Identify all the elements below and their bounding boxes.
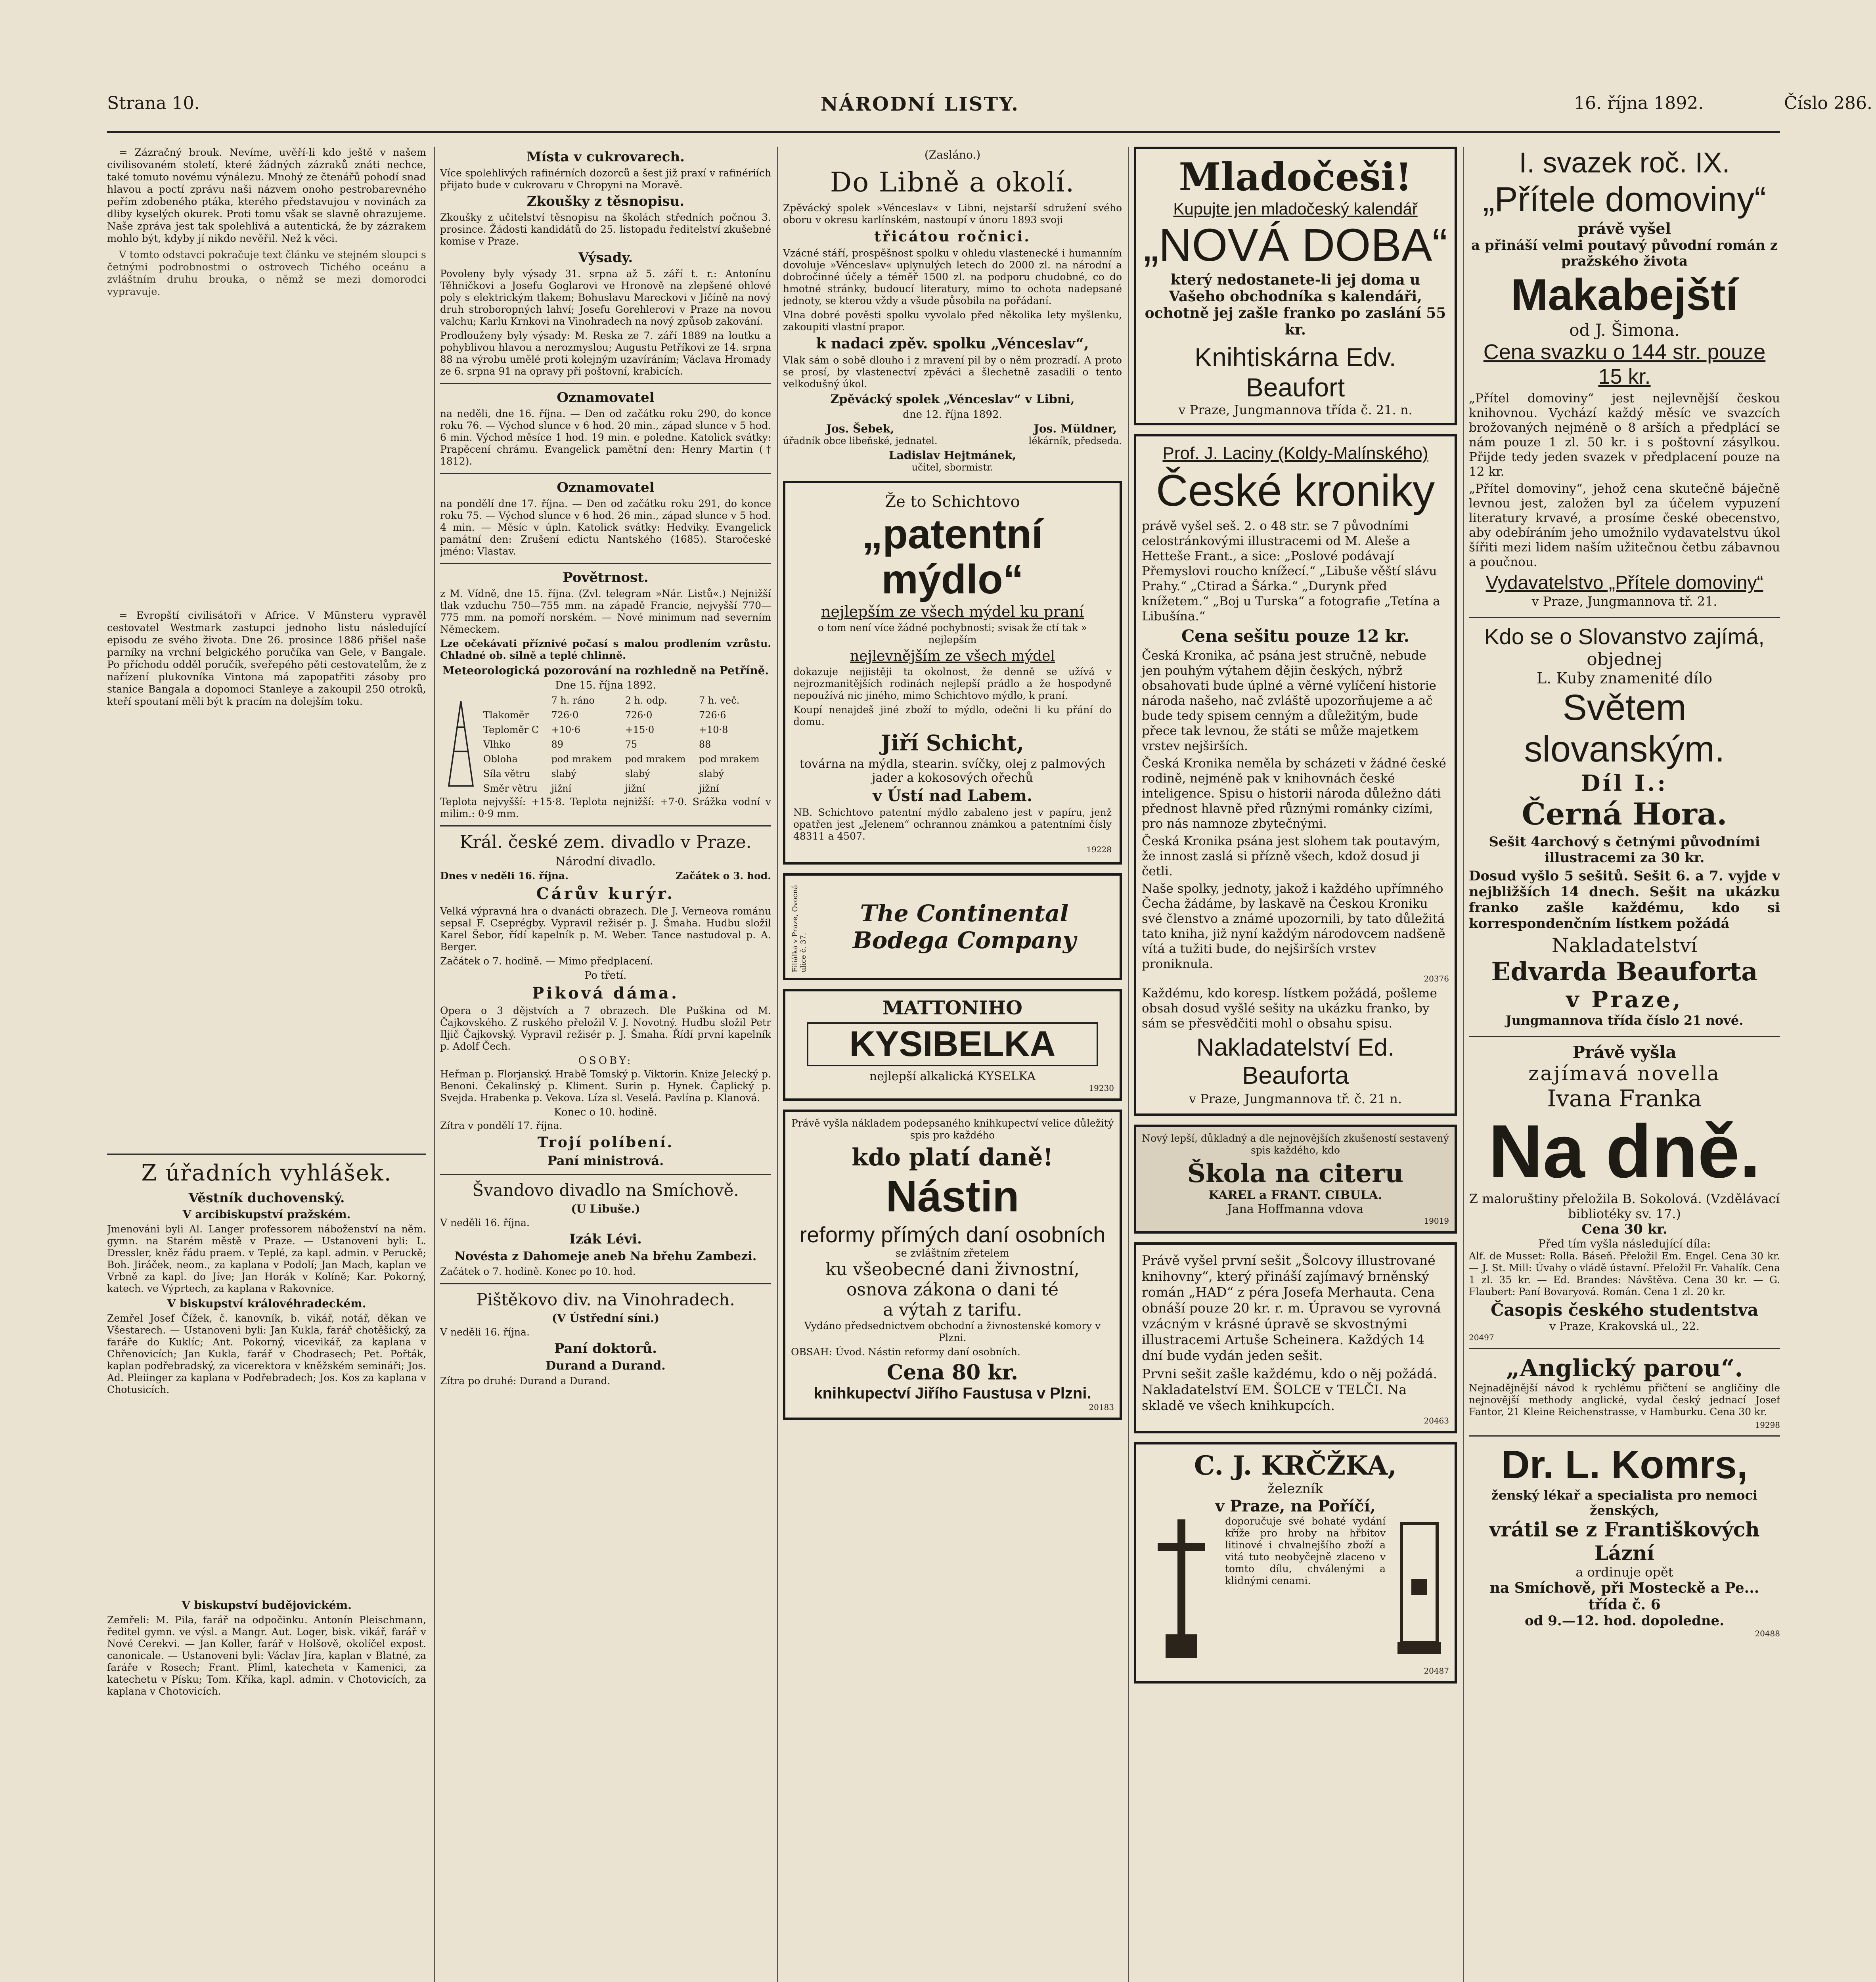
column-2: [440, 147, 771, 1982]
nadne-price: Cena 30 kr.: [1581, 1221, 1667, 1237]
svaz-name: Makabejští: [1511, 270, 1738, 319]
nadne-num: 20497: [1469, 1333, 1494, 1342]
ang-num: 19298: [1755, 1420, 1780, 1430]
meteo-heading: Meteorologická pozorování na rozhledně na Petříně.: [442, 664, 769, 677]
tax-sub2: ku všeobecné dani živnostní,: [825, 1259, 1080, 1280]
kron-price: Cena sešitu pouze 12 kr.: [1181, 626, 1410, 646]
solc-num: 20463: [1424, 1416, 1449, 1425]
oznamovatel-1-text: na neděli, dne 16. října. — Den od začátku roku 290, do konce roku 76. — Východ slunce v 6 hod. 20 min., západ slunce v 5 hod. 6 min. Východ měsíce 1 hod. 19 min. e poledne. Katolick svátky: Prapěcení chrámu. Evangelick pamětní den: Henry Martin († 1812).: [440, 408, 771, 467]
meteo-cell: Tlakoměr: [483, 709, 529, 721]
kron-num: 20376: [1424, 974, 1449, 983]
libne-nadace: k nadaci zpěv. spolku „Vénceslav“,: [816, 335, 1089, 352]
soap-city: v Ústí nad Labem.: [873, 786, 1032, 805]
meteo-row: [482, 767, 771, 781]
dr-heading: vrátil se z Františkových Lázní: [1489, 1518, 1760, 1565]
tax-title2: reformy přímých daní osobních: [799, 1222, 1106, 1247]
meteo-row: [482, 752, 771, 767]
ad-mattoni: [783, 989, 1122, 1101]
mlad-addr: v Praze, Jungmannova třída č. 21. n.: [1178, 402, 1413, 417]
th2-intro: Po třetí.: [584, 970, 627, 981]
meteo-cell: slabý: [699, 768, 724, 780]
slov-dil: Díl I.:: [1581, 770, 1668, 796]
soap-addr: továrna na mýdla, stearin. svíčky, olej z palmových jader a kokosových ořechů: [799, 757, 1106, 785]
vinohrady-title2: Durand a Durand.: [546, 1359, 666, 1373]
th2-cast: Heřman p. Florjanský. Hrabě Tomský p. Viktorin. Knize Jelecký p. Benoni. Čekalinský p. Kliment. Surin p. Hynek. Čaplický p. Svejda. Hrabenka p. Vekova. Líza sl. Veselá. Pavlína p. Klanová.: [440, 1068, 771, 1104]
krc-text: doporučuje své bohaté vydání kříže pro hroby na hřbitov litinové i chvalnejšího zboží a vitá tuto neobyčejně zlaceno v tomto dílu, chválenými a klidnými cenami.: [1225, 1515, 1386, 1586]
libne-heading: Do Libně a okolí.: [830, 167, 1075, 198]
meteo-cell: +15·0: [625, 724, 655, 735]
meteo-header-row: [482, 693, 771, 708]
mattoni-brand: MATTONIHO: [882, 997, 1022, 1019]
petrin-tower-icon: [440, 693, 482, 796]
dr-hours: od 9.—12. hod. dopoledne.: [1524, 1613, 1725, 1629]
oznamovatel-2-heading: Oznamovatel: [557, 480, 655, 495]
grave-cross-icon: [1142, 1515, 1221, 1666]
meteo-cell: Vlhko: [483, 738, 511, 750]
svaz-text3: „Přítel domoviny“, jehož cena skutečně báječně levnou jest, založen byl za účelem vypuzení literatury krvavé, a prosíme české obecenstvo, aby odebíráním jeho umožnilo vydavatelstvu úkol šířiti mezi lidem naším užitečnou četbu zábavnou a poučnou.: [1469, 482, 1780, 569]
svaz-text2: „Přítel domoviny“ jest nejlevnější českou knihovnou. Vychází každý měsíc ve svazcích brožovaných nejméně o 8 arších a předplácí se nám pouze 1 zl. 50 kr. i s poštovní zásylkou. Přijde tedy jeden svazek v předplacení pouze na 12 kr.: [1469, 391, 1780, 479]
cit-num: 19019: [1424, 1216, 1449, 1226]
meteo-cell: 89: [551, 738, 564, 750]
meteo-row: [482, 708, 771, 722]
th1-end: Začátek o 7. hodině. — Mimo předplacení.: [440, 955, 653, 967]
kron-title: České kroniky: [1156, 466, 1435, 515]
nadne-title: Na dně.: [1488, 1110, 1761, 1194]
mista-heading: Místa v cukrovarech.: [526, 149, 685, 165]
nadne-author: Ivana Franka: [1547, 1085, 1702, 1112]
nadne-pre: Právě vyšla: [1572, 1043, 1677, 1062]
meteo-cell: jižní: [625, 783, 645, 794]
kron-author: Prof. J. Laciny (Koldy-Malínského): [1162, 444, 1428, 463]
theatre-sub: Národní divadlo.: [555, 855, 656, 869]
th2-end: Konec o 10. hodině.: [554, 1106, 657, 1118]
vinohrady-when: V neděli 16. října.: [440, 1326, 530, 1338]
header-rule: [107, 131, 1780, 133]
nadne-sub: zajímavá novella: [1528, 1062, 1721, 1085]
th2-title: Piková dáma.: [532, 984, 679, 1002]
libne-body2: Vlna dobré pověsti spolku vyvolalo před několika lety myšlenku, zakoupiti vlastní prapor.: [783, 309, 1122, 333]
soap-text: o tom není více žádné pochybnosti; svisak že ctí tak » nejlepším: [817, 622, 1087, 645]
mattoni-num: 19230: [1089, 1083, 1114, 1093]
kron-addr: v Praze, Jungmannova tř. č. 21 n.: [1189, 1091, 1402, 1106]
tax-price: Cena 80 kr.: [886, 1360, 1018, 1385]
masthead-title: NÁRODNÍ LISTY.: [821, 93, 1019, 115]
meteo-row: [482, 722, 771, 737]
arch-text: Jmenováni byli Al. Langer professorem náboženství na něm. gymn. na Starém městě v Praze. — Ustanoveni byli: L. Dressler, kněz řádu praem. v Teplé, za kapl. admin. v Peruckě; Boh. Jiráček, neom., za kaplana v Podolí; Jan Mach, kaplan ve Vrbně za kapl. do Jíve; Jan Horák v Kolíně; Kar. Pokorný, katech. ve Výprtech, za kaplana v Rakovníce.: [107, 1223, 426, 1294]
meteo-cell: Síla větru: [483, 768, 530, 780]
rule: [1469, 1036, 1780, 1037]
kron-text3: Česká Kronika neměla by scházeti v žádné české rodině, nejméně pak v knihovnách české inteligence. Spisu o historii národa důležno dáti přednost hlavně před různými románky cizími, pro nás namnoze zbytečnými.: [1142, 756, 1446, 831]
kron-text5: Naše spolky, jednoty, jakož i každého upřímného Čecha žádáme, by laskavě na Českou Kroniku své členstvo a známé upozornili, by tato důležitá tato kniha, již nyní každým národovcem nadšeně vítá a tužiti bude, do nejširších vrstev proniknula.: [1142, 882, 1445, 971]
ad-svetem-slovanskym: [1469, 624, 1780, 1028]
libne-sign-place: Zpěvácký spolek „Vénceslav“ v Libni,: [830, 392, 1075, 406]
meteo-cell: Směr větru: [483, 783, 538, 794]
smichov-sub: (U Libuše.): [571, 1202, 640, 1215]
signature-name: Jos. Müldner,: [1034, 422, 1117, 435]
smichov-heading: Švandovo divadlo na Smíchově.: [472, 1180, 739, 1200]
soap-num: 19228: [1086, 845, 1112, 854]
vinohrady-sub: (V Ústřední síni.): [551, 1312, 660, 1325]
slov-publisher: Nakladatelství: [1551, 934, 1698, 957]
povetrnost-forecast: Lze očekávati příznivé počasí s malou prodlením vzrůstu. Chladné ob. silně a teplé chlinně.: [440, 638, 771, 661]
meteo-cell: pod mrakem: [551, 754, 612, 765]
tax-sub: se zvláštním zřetelem: [896, 1247, 1009, 1259]
mista-text: Více spolehlivých rafinérních dozorců a šest již praxí v rafinériích přijato bude v cukrovaru v Chropyni na Moravě.: [440, 167, 771, 191]
meteo-cell: jižní: [551, 783, 572, 794]
vinohrady-end: Zítra po druhé: Durand a Durand.: [440, 1375, 611, 1387]
slov-heading: Kdo se o Slovanstvo zajímá,: [1484, 624, 1765, 649]
tax-auth: Vydáno předsednictvem obchodní a živnostenské komory v Plzni.: [804, 1320, 1101, 1343]
column-4: [1134, 147, 1457, 1982]
meteo-cell: 75: [625, 738, 637, 750]
ad-dr-komrs: [1469, 1442, 1780, 1638]
libne-intro: Zpěvácký spolek »Vénceslav« v Libni, nejstarší sdružení svého oboru v okresu karlínském, nastoupí v únoru 1893 svoji: [783, 202, 1122, 226]
dr-num: 20488: [1755, 1629, 1780, 1638]
rule: [440, 383, 771, 384]
th3-title: Trojí políbení.: [537, 1134, 674, 1151]
th1-when: Dnes v neděli 16. října.: [440, 870, 569, 882]
svaz-vysel: právě vyšel: [1578, 220, 1671, 237]
dr-addr: na Smíchově, při Mosteckě a Pe... třída č. 6: [1489, 1580, 1759, 1613]
oznamovatel-1-heading: Oznamovatel: [557, 390, 655, 406]
libne-sign-date: dne 12. října 1892.: [903, 409, 1002, 421]
kral-heading: V biskupství královéhradeckém.: [167, 1297, 366, 1310]
dr-name: Dr. L. Komrs,: [1501, 1442, 1748, 1487]
smichov-title2: Novésta z Dahomeje aneb Na břehu Zambezi.: [454, 1249, 757, 1263]
krc-addr: v Praze, na Poříčí,: [1215, 1497, 1376, 1515]
signature-3: [783, 449, 1122, 473]
th3-sub: Paní ministrová.: [547, 1153, 664, 1168]
column-divider: [1128, 147, 1129, 1982]
th1-time: Začátek o 3. hod.: [676, 870, 771, 882]
svaz-author: od J. Šimona.: [1569, 320, 1680, 340]
svaz-addr: v Praze, Jungmannova tř. 21.: [1531, 594, 1717, 609]
kron-text: právě vyšel seš. 2. o 48 str. se 7 původními celostránkovými illustracemi od M. Aleše a Hetteše Frant., a sice: „Poslové podávají Přemyslovi roucho knížecí.“ „Libuše věští slávu Prahy.“ „Ctirad a Šárka.“ „Durynk před knížetem.“ „Boj u Turska“ a fotografie „Tetína a Libušína.“: [1142, 519, 1440, 624]
slov-text2: Dosud vyšlo 5 sešitů. Sešit 6. a 7. vyjde v nejbližších 14 dnech. Sešit na ukázku franko zašle každému, kdo si korrespondenčním lístkem požádá: [1469, 868, 1780, 932]
slov-addr: Jungmannova třída číslo 21 nové.: [1505, 1013, 1744, 1028]
th1-line: [440, 870, 771, 882]
svaz-heading: I. svazek roč. IX.: [1519, 147, 1730, 179]
soap-slogan2: nejlevnějším ze všech mýdel: [850, 648, 1055, 664]
meteo-cell: Teploměr C: [483, 724, 539, 735]
meteo-block: [440, 693, 771, 796]
nadne-addr: v Praze, Krakovská ul., 22.: [1549, 1320, 1700, 1333]
th2-text: Opera o 3 dějstvích a 7 obrazech. Dle Puškina od M. Čajkovského. Z ruského přeložil V. J. Novotný. Hudbu složil Petr Iljič Čajkovský. Vypravil režisér p. J. Šmaha. Řídí první kapelník p. Adolf Čech.: [440, 1005, 771, 1052]
meteo-cell: +10·6: [551, 724, 581, 735]
vysady-text: Povoleny byly výsady 31. srpna až 5. září t. r.: Antonínu Těhničkovi a Josefu Goglarovi ve Hronově na zlepšené ohlové poly s elektrickým tlakem; Bohuslavu Mareckovi v Jičíně na nový druh stroboropných lahví; Josefu Gorehlerovi v Praze na novou valchu; Karlu Krnkovi na Vinohradech na nový způsob zakování.: [440, 268, 771, 327]
rule: [440, 1174, 771, 1175]
arch-heading: V arcibiskupství pražském.: [182, 1208, 351, 1221]
krc-body: [1142, 1515, 1449, 1666]
meteo-date: Dne 15. října 1892.: [555, 679, 656, 691]
dr-role: ženský lékař a specialista pro nemoci ženských,: [1491, 1488, 1758, 1518]
soap-title2: mýdlo“: [881, 557, 1024, 603]
cit-head: Nový lepší, důkladný a dle nejnovějších zkušeností sestavený spis každého, kdo: [1142, 1133, 1449, 1156]
zkousky-text: Zkoušky z učitelství těsnopisu na školách středních počnou 3. prosince. Žádosti kandidátů do 25. listopadu ředitelství zkušebné komise v Praze.: [440, 212, 771, 247]
meteo-cell: +10·8: [699, 724, 728, 735]
column-divider: [434, 147, 435, 1982]
kral-text: Zemřel Josef Čížek, č. kanovník, b. vikář, notář, děkan ve Všestarech. — Ustanoveni byli: Jan Kukla, farář chotěšický, za faráře do Kuklíc; Ant. Pokorný, vicevikář, za kaplana v Chřenovicích; Jan Kukla, farář v Chodrasech; Pet. Pořták, kaplan podřebradský, za vicerektora v kněžském semináři; Jos. Ad. Pleiinger za kaplana v Podřebradech; Jos. Kos za kaplana v Chotusicích.: [107, 1312, 426, 1395]
kron-publisher: Nakladatelství Ed. Beauforta: [1196, 1034, 1395, 1089]
ad-bodega: [783, 873, 1122, 980]
soap-more: dokazuje nejjistěji ta okolnost, že denně se užívá v nejrozmanitějších rodinách nejlepší prádlo a že hospodyně nepoužívá nic jiného, mimo Schichtovo mýdlo, k praní.: [793, 666, 1112, 701]
mlad-text: který nedostanete-li jej doma u Vašeho obchodníka s kalendáři, ochotně jej zašle franko po zaslání 55 kr.: [1145, 272, 1446, 338]
meteo-cell: Obloha: [483, 754, 518, 765]
th3-when: Zítra v pondělí 17. října.: [440, 1120, 563, 1131]
column-3: [783, 147, 1122, 1982]
solc-pub: Prvni sešit zašle každému, kdo o něj požádá. Nakladatelství EM. ŠOLCE v TELČI. Na skladě ve všech knihkupcích.: [1142, 1366, 1438, 1413]
signature-name: Ladislav Hejtmánek,: [888, 449, 1016, 462]
kron-text4: Česká Kronika psána jest slohem tak poutavým, že innost zaslá si přízně všech, kdož dosud ji četli.: [1142, 834, 1440, 878]
signature-role: lékárník, předseda.: [1028, 435, 1122, 446]
tax-num: 20183: [1089, 1402, 1114, 1412]
bodega-name: The Continental Bodega Company: [852, 900, 1076, 954]
ad-mladocesi: [1134, 147, 1457, 425]
tax-sub4: a výtah z tarifu.: [883, 1300, 1022, 1320]
tax-shop: knihkupectví Jiřího Faustusa v Plzni.: [814, 1385, 1091, 1402]
tax-title: Nástin: [886, 1172, 1019, 1221]
meteo-col: [482, 693, 550, 708]
section-rule: [107, 1154, 426, 1155]
meteo-cell: pod mrakem: [699, 754, 760, 765]
rule: [440, 1283, 771, 1284]
mattoni-title: KYSIBELKA: [807, 1022, 1098, 1066]
povetrnost-text: z M. Vídně, dne 15. října. (Zvl. telegram »Nár. Listů«.) Nejnižší tlak vzduchu 750—755 mm. na západě Francie, nejvyšší 770—775 mm. na pomoří norském. — Nové minimum nad severním Německem.: [440, 588, 771, 635]
ad-schicht-soap: [783, 481, 1122, 865]
solc-text: Právě vyšel první sešit „Šolcovy illustrované knihovny“, který přináší zajímavý brněnský román „HAD“ z péra Josefa Merhauta. Cena obnáší pouze 20 kr. r. m. Úpravou se vyrovná vzácným v krásné úpravě se skvostnými illustracemi Artuše Scheinera. Každých 14 dní bude vydán jeden sešit.: [1142, 1253, 1441, 1363]
signature-2: [1029, 422, 1122, 446]
column-divider: [777, 147, 778, 1982]
slov-publisher2: Edvarda Beauforta: [1491, 957, 1758, 987]
issue-number: Číslo 286.: [1784, 93, 1872, 113]
mlad-heading: Mladočeši!: [1179, 155, 1412, 199]
prodlouzeni-text: Prodlouženy byly výsady: M. Reska ze 7. září 1889 na loutku a pohyblivou hlavou a nerozmyslou; Augustu Petříkovi ze 14. srpna 88 na výrobu umělé proti kolejným uzavíráním; Václava Hromady ze 6. srpna 91 na opravy při poštovní, krabicích.: [440, 330, 771, 377]
column-divider: [1463, 147, 1464, 1982]
soap-pre: Že to Schichtovo: [885, 493, 1020, 511]
smichov-when: V neděli 16. října.: [440, 1217, 530, 1228]
ad-krcka: [1134, 1442, 1457, 1684]
page-number: Strana 10.: [107, 93, 200, 113]
soap-brand: Jiří Schicht,: [881, 730, 1024, 756]
soap-slogan: nejlepším ze všech mýdel ku praní: [821, 603, 1084, 620]
ang-heading: „Anglický parou“.: [1506, 1354, 1743, 1382]
slov-text: Sešit 4archový s četnými původními illustracemi za 30 kr.: [1489, 834, 1760, 866]
krc-name: C. J. KRČŽKA,: [1194, 1450, 1397, 1481]
nadne-casopis: Časopis českého studentstva: [1490, 1300, 1759, 1320]
rule: [440, 563, 771, 564]
vysady-heading: Výsady.: [578, 250, 633, 266]
rule: [440, 825, 771, 826]
slov-title: Světem slovanským.: [1524, 687, 1725, 769]
ad-tax-book: [783, 1110, 1122, 1420]
libne-body1: Vzácné stáří, prospěšnost spolku v ohledu vlastenecké i humanním dovoluje »Vénceslav« uplynulých letech do 2000 zl. na národní a dobročinné účely a téměř 1500 zl. na podporu chudobné, co do hmotné stránky, budoucí literatury, mimo to ochota nadepsané jednoty, se kterou vždy a všude působila na pořádaní.: [783, 247, 1122, 306]
column-1: [107, 147, 426, 1982]
meteo-cell: 726·6: [699, 709, 726, 721]
meteo-cell: 726·0: [625, 709, 653, 721]
ad-solc: [1134, 1242, 1457, 1433]
soap-buy: Koupí nenajdeš jiné zboží to mýdlo, odečni li ku přání do domu.: [793, 704, 1112, 727]
meteo-table: [482, 693, 771, 796]
rule: [440, 473, 771, 474]
signature-1: [783, 422, 938, 446]
meteo-cell: jižní: [699, 783, 719, 794]
meteo-col: 2 h. odp.: [625, 694, 668, 706]
kral-continued: [107, 1398, 426, 1596]
meteo-col: 7 h. ráno: [551, 694, 595, 706]
vinohrady-title: Paní doktorů.: [554, 1341, 657, 1356]
theatre-heading: Král. české zem. divadlo v Praze.: [459, 832, 752, 852]
nadne-list: Před tím vyšla následující díla:: [1538, 1237, 1711, 1250]
cit-author: KAREL a FRANT. CIBULA.: [1208, 1188, 1382, 1202]
ad-na-dne: [1469, 1043, 1780, 1342]
svaz-text: a přináší velmi poutavý původní román z pražského života: [1471, 237, 1778, 269]
ad-pritel-domoviny: [1469, 147, 1780, 609]
bud-heading: V biskupství budějovickém.: [182, 1599, 352, 1612]
signature-role: učitel, sbormistr.: [911, 462, 994, 473]
svaz-title: „Přítele domoviny“: [1483, 180, 1766, 219]
krc-role: železník: [1267, 1481, 1323, 1497]
rule: [1469, 1348, 1780, 1349]
libne-body3: Vlak sám o sobě dlouho i z mravení pil by o něm prozradí. A proto se prosí, by vlastenectví zpěváci a šlechetně zasadili o tento velkodušný úkol.: [783, 354, 1122, 390]
meteo-cell: 88: [699, 738, 711, 750]
ad-anglicky: [1469, 1354, 1780, 1430]
signature-role: úřadník obce libeňské, jednatel.: [783, 435, 938, 446]
kron-text6: Každému, kdo koresp. lístkem požádá, pošleme obsah dosud vyšlé sešity na ukázku franko, by sám se přesvědčiti mohl o obsahu spisu.: [1142, 986, 1437, 1031]
krc-num: 20487: [1424, 1666, 1449, 1676]
column-5: [1469, 147, 1780, 1982]
nadne-books: Alf. de Musset: Rolla. Báseň. Přeložil Em. Engel. Cena 30 kr. — J. St. Mill: Úvahy o vládě ústavní. Přeložil Fr. Vahalík. Cena 1 zl. 35 kr. — Ed. Brandes: Návštěva. Cena 30 kr. — G. Flaubert: Paní Bovaryová. Román. Cena 1 zl. 20 kr.: [1469, 1250, 1780, 1297]
page-header: [107, 93, 1872, 133]
article-africa: = Evropští civilisátoři v Africe. V Münsteru vypravěl cestovatel Westmark zastupci jednoho listu následující episodu ze svého života. Dne 26. prosince 1886 přišel naše parníky na vrchní belgického poručíka van Gele, v Bangale. Po příchodu odděl poručík, sveřepého pěti cestovatelům, že z nařízení plukovníka Vintona má zapopatřiti zásoby pro stanice Bangala a dopomoci Stanleye a zakoupil 250 otroků, kteří spoutaní měli být k pracím na dolejším toku.: [107, 610, 426, 708]
meteo-cell: slabý: [625, 768, 650, 780]
nadne-text: Z maloruštiny přeložila B. Sokolová. (Vzdělávací bibliotéky sv. 17.): [1469, 1191, 1780, 1221]
slov-dil2: Černá Hora.: [1522, 796, 1727, 832]
meteo-cell: 726·0: [551, 709, 579, 721]
meteo-cell: slabý: [551, 768, 576, 780]
article-africa-continued: [107, 712, 426, 1148]
slov-city: v Praze,: [1566, 987, 1683, 1013]
meteo-cell: pod mrakem: [625, 754, 686, 765]
meteo-col: 7 h. več.: [699, 694, 740, 706]
vinohrady-heading: Pištěkovo div. na Vinohradech.: [476, 1290, 735, 1309]
cit-publisher: Jana Hoffmanna vdova: [1227, 1202, 1364, 1216]
tax-obsah: OBSAH: Úvod. Nástin reformy daní osobních.: [791, 1346, 1020, 1358]
tax-heading: kdo platí daně!: [852, 1144, 1053, 1171]
office-heading: Z úřadních vyhlášek.: [141, 1160, 392, 1186]
svaz-price: Cena svazku o 144 str. pouze 15 kr.: [1483, 340, 1766, 388]
mlad-sub: Kupujte jen mladočeský kalendář: [1173, 199, 1418, 218]
article-brouk-filler: V tomto odstavci pokračuje text článku ve stejném sloupci s četnými podrobnostmi o ostrovech Tichého oceánu a zvláštním druhu brouka, o němž se mezi domorodci vypravuje.: [107, 249, 426, 298]
kron-text2: Česká Kronika, ač psána jest stručně, nebude jen pouhým výtahem dějin českých, nýbrž obsahovati bude úplné a věrné vylíčení historie národa našeho, nač zvláště upozorňujeme a ač bude tedy spisem cenným a důležitým, bude přece tak levnou, že státi se může majetkem vrstev nejširších.: [1142, 649, 1436, 753]
th1-text: Velká výpravná hra o dvanácti obrazech. Dle J. Verneova románu sepsal F. Cseprégby. Vypravil režisér p. J. Šmaha. Hudbu složil Karel Šebor, řídí kapelník p. M. Weber. Tance nastudoval p. A. Berger.: [440, 905, 771, 953]
rule: [1469, 617, 1780, 618]
oznamovatel-2-text: na pondělí dne 17. října. — Den od začátku roku 291, do konce roku 75. — Východ slunce v 6 hod. 26 min., západ slunce v 5 hod. 4 min. — Měsíc v úpln. Katolick svátky: Hedviky. Evangelick památní den: Zrušení edictu Nantského (1685). Staročeské jméno: Vlastav.: [440, 498, 771, 557]
libne-tricet: třicátou ročnici.: [874, 228, 1031, 245]
mlad-title: „NOVÁ DOBA“: [1143, 219, 1447, 271]
signature-name: Jos. Šebek,: [826, 422, 894, 435]
smichov-end: Začátek o 7. hodině. Konec po 10. hod.: [440, 1266, 636, 1277]
rule: [1469, 1435, 1780, 1437]
soap-nb: NB. Schichtovo patentní mýdlo zabaleno jest v papíru, jenž opatřen jest „Jelenem“ ochrannou známkou a patentními čísly 48311 a 4507.: [793, 807, 1112, 842]
issue-date: 16. října 1892.: [1574, 93, 1704, 113]
meteo-row: [482, 781, 771, 796]
ang-text: Nejnadějnější návod k rychlému přičtení se angličiny dle nejnovější methody anglické, vydal český jednací Josef Fantor, 21 Kleine Reichenstrasse, v Hamburku. Cena 30 kr.: [1469, 1382, 1780, 1418]
libne-signatures: [783, 422, 1122, 446]
article-brouk: = Zázračný brouk. Nevíme, uvěří-li kdo ještě v našem civilisovaném století, které žádných zázraků znáti nechce, také tomuto novému výnálezu. Mnohý ze čtenářů pohodí snad hlavou a poctí zprávu naši názvem onoho pestrobarevného peřím zdobeného ptáka, kterého představujou v novinách za dliby kyselých okurek. Proti tomu však se slavně ohrazujeme. Naše zpráva jest tak spolehlivá a autentická, že by zázrakem mohlo být, kdyby jí nikdo nevěřil. Než k věci.: [107, 147, 426, 245]
dr-text: a ordinuje opět: [1575, 1565, 1673, 1580]
zkousky-heading: Zkoušky z těsnopisu.: [526, 193, 685, 209]
mattoni-sub: nejlepší alkalická KYSELKA: [869, 1069, 1036, 1083]
slov-sub: objednej: [1587, 649, 1662, 670]
zaslano-label: (Zasláno.): [924, 148, 981, 161]
mlad-publisher: Knihtiskárna Edv. Beaufort: [1195, 342, 1396, 402]
tax-sub3: osnova zákona o dani té: [846, 1280, 1059, 1300]
ad-citera: [1134, 1125, 1457, 1234]
slov-sub2: L. Kuby znamenité dílo: [1537, 670, 1712, 687]
ad-ceske-kroniky: [1134, 434, 1457, 1116]
povetrnost-heading: Povětrnost.: [563, 570, 649, 585]
vestnik-heading: Věstník duchovenský.: [188, 1190, 345, 1205]
th2-roles: OSOBY:: [578, 1055, 633, 1067]
th1-title: Cárův kurýr.: [536, 884, 675, 903]
cit-title: Škola na citeru: [1187, 1159, 1404, 1188]
svaz-publisher: Vydavatelstvo „Přítele domoviny“: [1485, 572, 1763, 593]
stove-icon: [1390, 1515, 1449, 1666]
bodega-side: Filiálka v Praze, Ovocná ulice č. 37.: [791, 885, 808, 972]
bud-text: Zemřeli: M. Pila, farář na odpočinku. Antonín Pleischmann, ředitel gymn. ve výsl. a Mangr. Aut. Loger, bisk. vikář, farář v Nové Cerekvi. — Jan Koller, farář v Holšově, okolíčel expost. canonicale. — Ustanoveni byli: Václav Jíra, kaplan v Blatné, za faráře v Rosech; Frant. Plíml, katecheta v Kamenici, za katechetu v Písku; Tom. Kříka, kapl. admin. v Chotovicích, za kaplana v Chotovicích.: [107, 1614, 426, 1697]
meteo-note: Teplota nejvyšší: +15·8. Teplota nejnižší: +7·0. Srážka vodní v milim.: 0·9 mm.: [440, 796, 771, 819]
meteo-row: [482, 737, 771, 752]
tax-intro: Právě vyšla nákladem podepsaného knihkupectví velice důležitý spis pro každého: [791, 1117, 1114, 1141]
smichov-title: Izák Lévi.: [569, 1231, 642, 1247]
soap-title1: „patentní: [862, 511, 1043, 557]
